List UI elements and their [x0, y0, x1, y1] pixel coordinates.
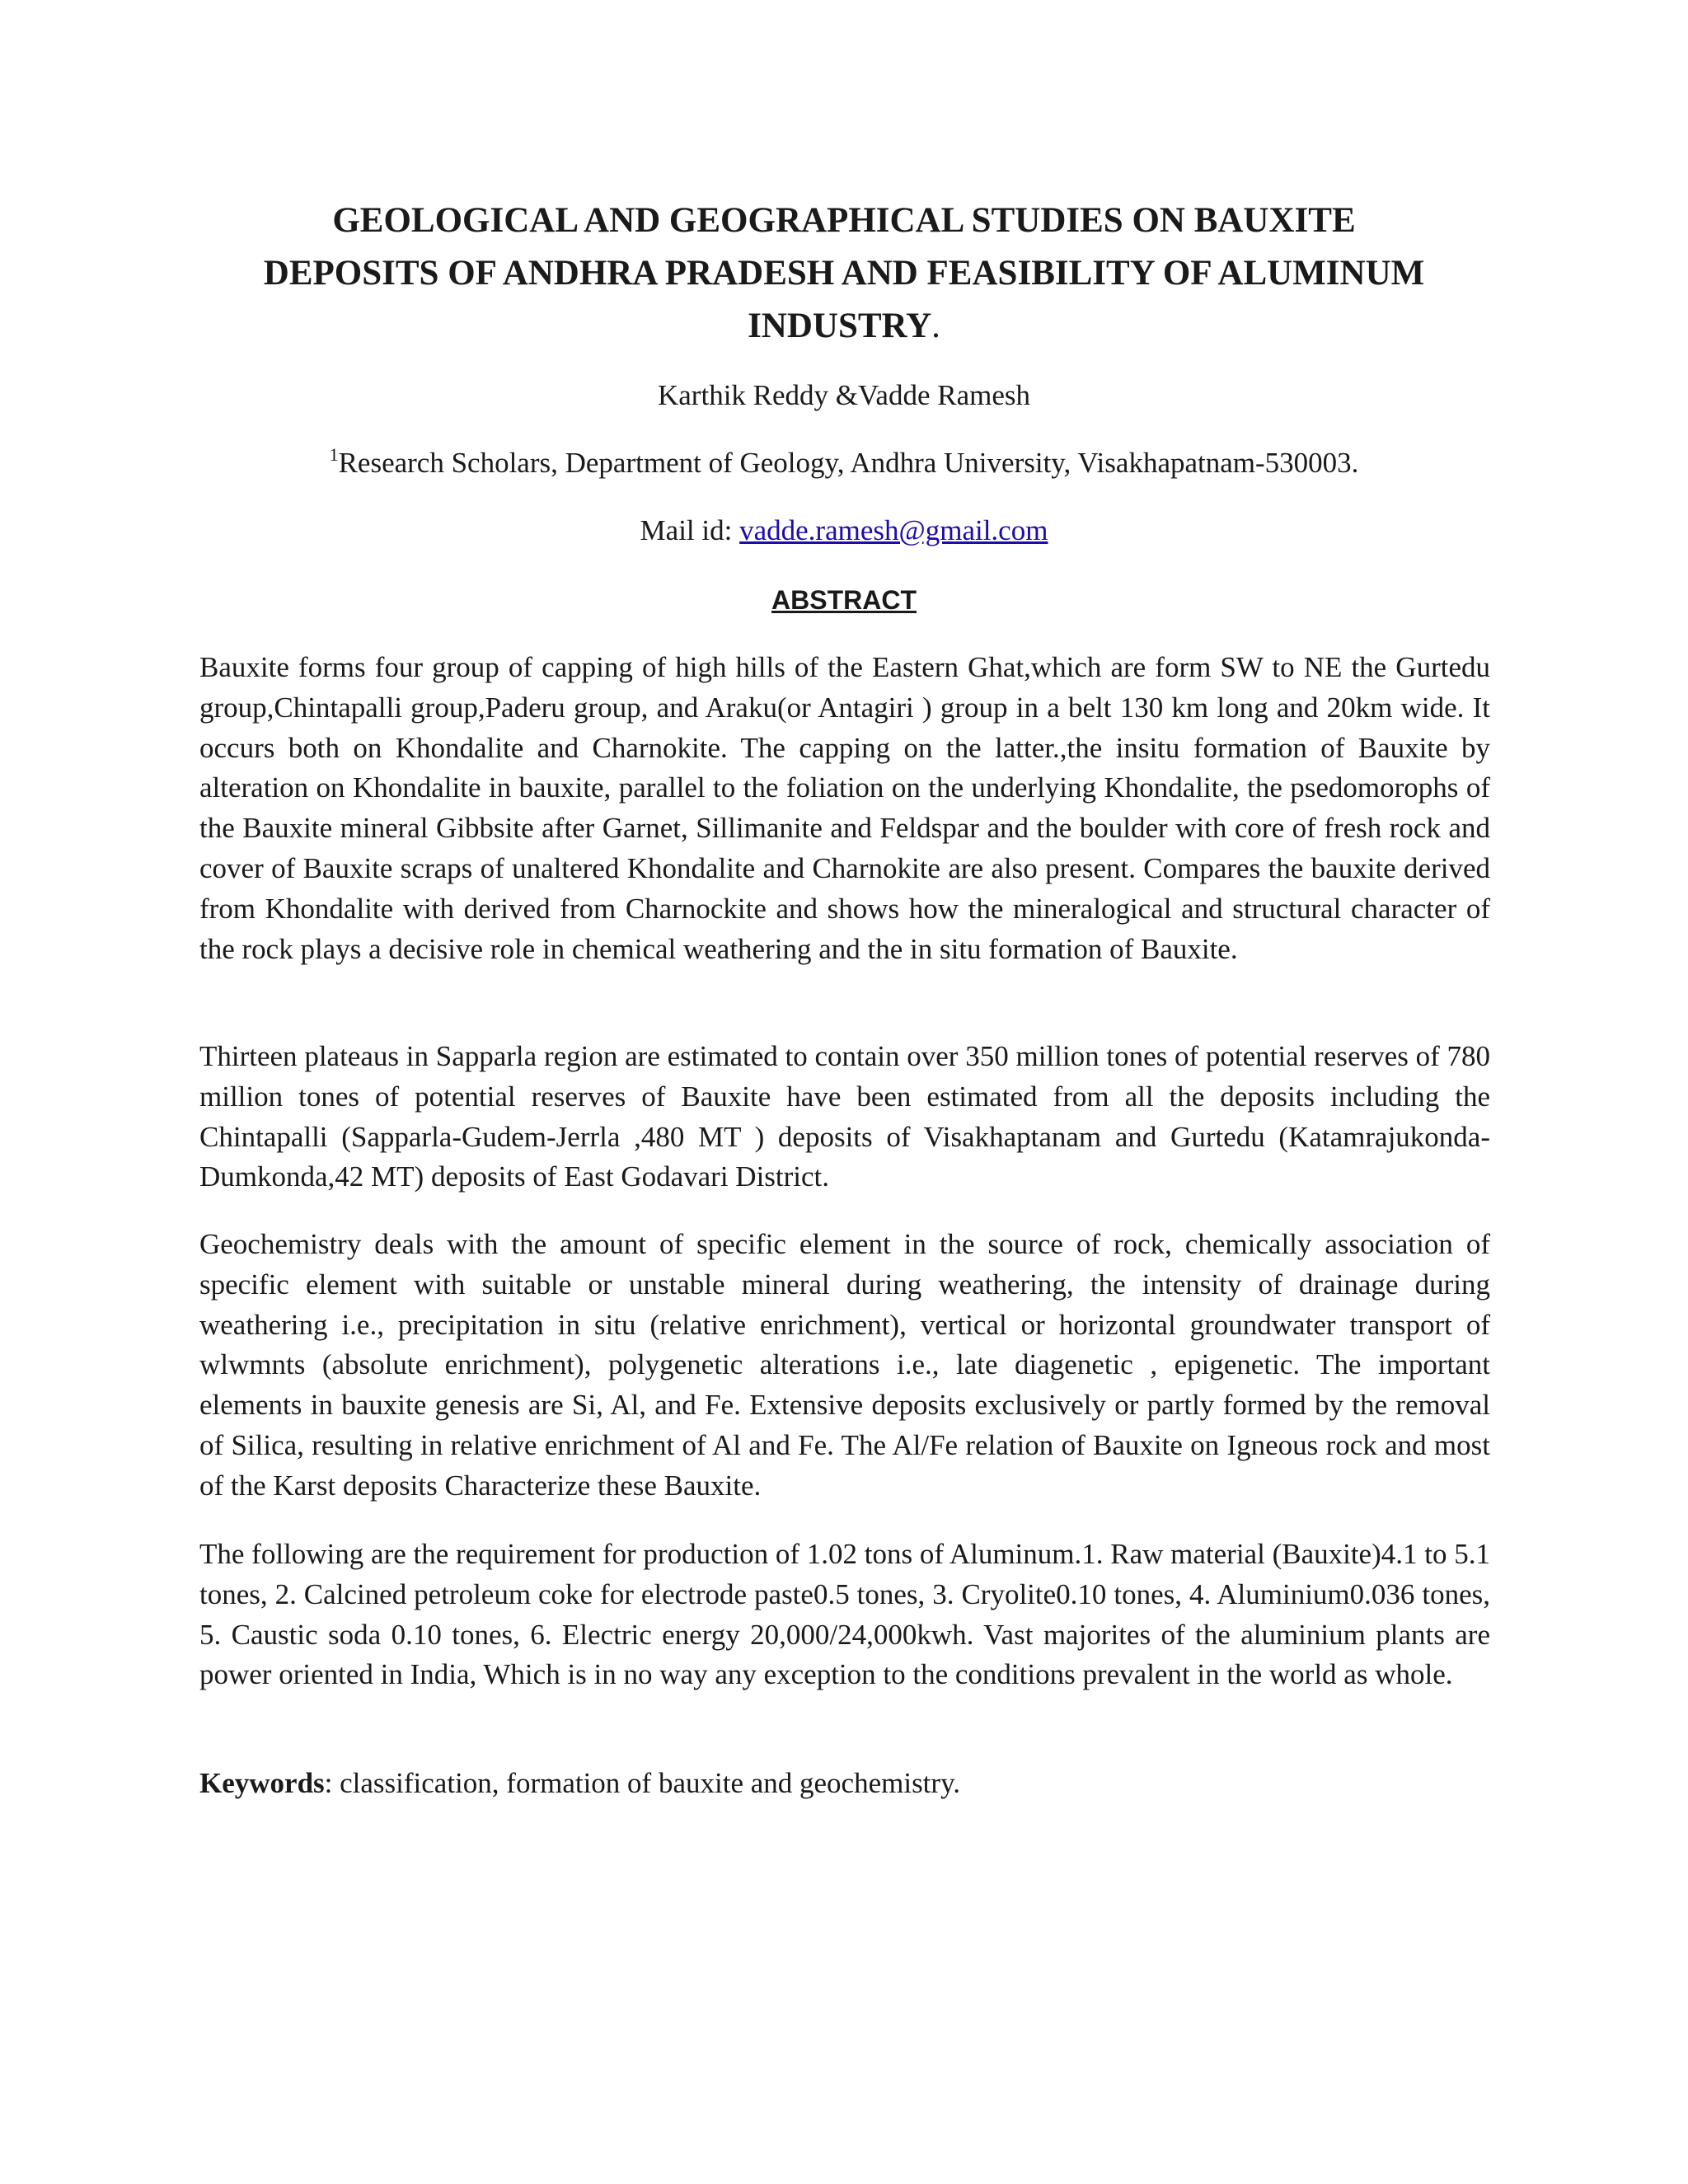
- email-link[interactable]: vadde.ramesh@gmail.com: [739, 514, 1048, 546]
- title-line-2: DEPOSITS OF ANDHRA PRADESH AND FEASIBILITY OF ALUMINUM: [263, 254, 1425, 293]
- abstract-paragraph-2: Thirteen plateaus in Sapparla region are estimated to contain over 350 million tones of potential reserves of 780 million tones of potential reserves of Bauxite have been estimated from all the deposits including the Chintapalli (Sapparla-Gudem-Jerrla ,480 MT ) deposits of Visakhaptanam and Gurtedu (Katamrajukonda-Dumkonda,42 MT) deposits of East Godavari District.: [199, 1040, 1490, 1193]
- affiliation-superscript: 1: [329, 444, 339, 465]
- abstract-paragraph-3: Geochemistry deals with the amount of specific element in the source of rock, chemically association of specific element with suitable or unstable mineral during weathering, the intensity of drainage during weathering i.e., precipitation in situ (relative enrichment), vertical or horizontal groundwater transport of wlwmnts (absolute enrichment), polygenetic alterations i.e., late diagenetic , epigenetic. The important elements in bauxite genesis are Si, Al, and Fe. Extensive deposits exclusively or partly formed by the removal of Silica, resulting in relative enrichment of Al and Fe. The Al/Fe relation of Bauxite on Igneous rock and most of the Karst deposits Characterize these Bauxite.: [199, 1228, 1490, 1502]
- keywords: [199, 1764, 1490, 1804]
- affiliation: [0, 445, 1688, 481]
- title-line-1: GEOLOGICAL AND GEOGRAPHICAL STUDIES ON BAUXITE: [332, 201, 1356, 240]
- paper-title: [181, 194, 1507, 353]
- title-line-3-text: INDUSTRY: [748, 307, 932, 345]
- abstract-paragraph-1: Bauxite forms four group of capping of high hills of the Eastern Ghat,which are form SW to NE the Gurtedu group,Chintapalli group,Paderu group, and Araku(or Antagiri ) group in a belt 130 km long and 20km wide. It occurs both on Khondalite and Charnokite. The capping on the latter.,the insitu formation of Bauxite by alteration on Khondalite in bauxite, parallel to the foliation on the underlying Khondalite, the psedomorophs of the Bauxite mineral Gibbsite after Garnet, Sillimanite and Feldspar and the boulder with core of fresh rock and cover of Bauxite scraps of unaltered Khondalite and Charnokite are also present. Compares the bauxite derived from Khondalite with derived from Charnockite and shows how the mineralogical and structural character of the rock plays a decisive role in chemical weathering and the in situ formation of Bauxite.: [199, 651, 1490, 965]
- keywords-text: : classification, formation of bauxite and geochemistry.: [324, 1767, 961, 1799]
- abstract-paragraph-4: The following are the requirement for production of 1.02 tons of Aluminum.1. Raw material (Bauxite)4.1 to 5.1 tones, 2. Calcined petroleum coke for electrode paste0.5 tones, 3. Cryolite0.10 tones, 4. Aluminium0.036 tones, 5. Caustic soda 0.10 tones, 6. Electric energy 20,000/24,000kwh. Vast majorites of the aluminium plants are power oriented in India, Which is in no way any exception to the conditions prevalent in the world as whole.: [199, 1538, 1490, 1691]
- affiliation-text: Research Scholars, Department of Geology, Andhra University, Visakhapatnam-530003.: [338, 447, 1359, 479]
- mail-line: [0, 513, 1688, 549]
- keywords-label: Keywords: [199, 1767, 325, 1799]
- mail-label: Mail id:: [640, 514, 740, 546]
- title-period: .: [931, 307, 940, 345]
- abstract-heading: ABSTRACT: [771, 585, 917, 615]
- authors: Karthik Reddy &Vadde Ramesh: [658, 379, 1030, 411]
- title-line-3: [181, 300, 1507, 353]
